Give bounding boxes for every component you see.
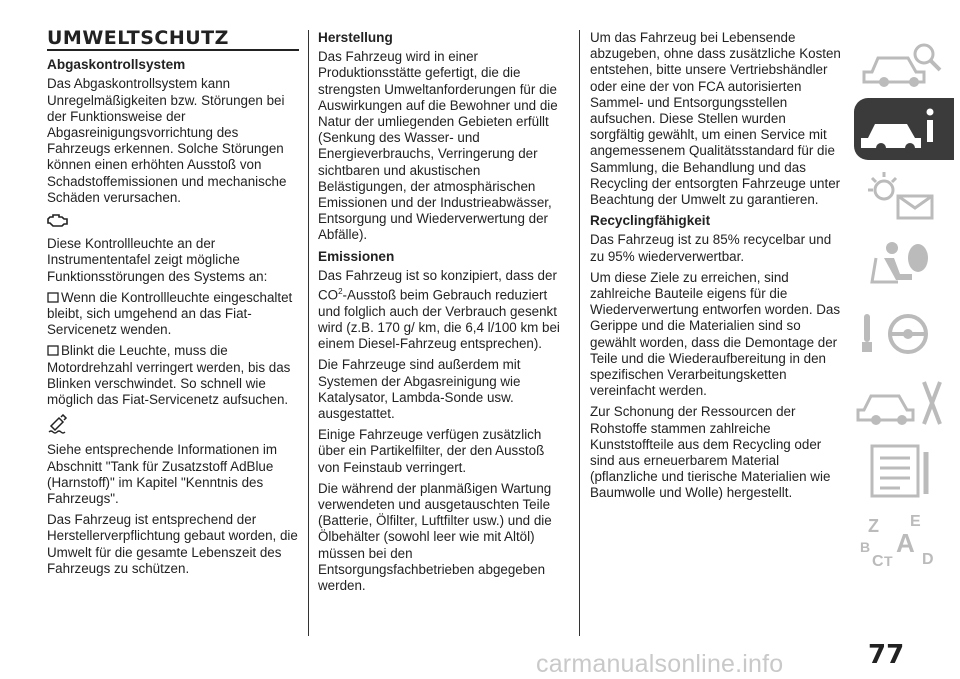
index-letter: T	[884, 553, 893, 569]
bullet-item	[47, 343, 299, 408]
paragraph: Das Fahrzeug wird in einer Produktionsstätte gefertigt, die die strengsten Umweltanforderungen für die Auswirkungen auf die Bewohner und die Natur der umliegenden Gebieten erfüllt (Senkung des Wasser- und Energieverbrauchs, Verringerung der sichtbaren und akustischen Belästigungen, der atmosphärischen Emissionen und der Industrieabwässer, Entsorgung und Wiederverwertung der Abfälle).	[318, 49, 558, 243]
heading-abgaskontrollsystem: Abgaskontrollsystem	[47, 57, 186, 73]
column-2	[318, 30, 566, 599]
tab-airbag-seat[interactable]	[854, 234, 954, 296]
car-info-icon	[854, 98, 954, 160]
tab-key-steering[interactable]	[854, 302, 954, 364]
bullet-text: Blinkt die Leuchte, muss die Motordrehzahl verringert werden, bis das Blinken verschwindet. So schnell wie möglich das Fiat-Servicenetz aufsuchen.	[47, 343, 291, 408]
tab-alphabet-index[interactable]	[854, 508, 954, 570]
paragraph: Das Fahrzeug ist entsprechend der Herstellerverpflichtung gebaut worden, die Umwelt für die gesamte Lebenszeit des Fahrzeugs zu schützen.	[47, 512, 298, 576]
tab-warning-lights[interactable]	[854, 166, 954, 228]
index-letter: D	[922, 551, 934, 568]
bullet-item	[47, 290, 299, 339]
column-divider	[308, 30, 309, 636]
index-letter: C	[872, 553, 884, 570]
heading-herstellung: Herstellung	[318, 30, 393, 45]
paragraph: Diese Kontrollleuchte an der Instrumententafel zeigt mögliche Funktionsstörungen des Systems an:	[47, 236, 268, 284]
paragraph: Einige Fahrzeuge verfügen zusätzlich über ein Partikelfilter, der den Ausstoß von Feinstaub verringert.	[318, 427, 545, 475]
paragraph: Um diese Ziele zu erreichen, sind zahlreiche Bauteile eigens für die Wiederverwertung entworfen worden. Das Gerippe und die Materialien sind so gewählt worden, dass die Demontage der Teile und die Wiederaufbereitung in den spezifischen Verarbeitungsketten vereinfacht werden.	[590, 269, 841, 399]
bullet-text: Wenn die Kontrollleuchte eingeschaltet bleibt, sich umgehend an das Fiat-Servicenetz wenden.	[47, 289, 293, 338]
square-bullet-icon	[47, 291, 59, 302]
index-letter: A	[896, 528, 915, 558]
car-tools-icon	[854, 372, 954, 434]
square-bullet-icon	[47, 344, 59, 355]
paragraph: Das Abgaskontrollsystem kann Unregelmäßigkeiten bzw. Störungen bei der Funktionsweise der Abgasreinigungsvorrichtung des Fahrzeugs erkennen. Solche Störungen können einen erhöhten Ausstoß von Schadstoffemissionen und mechanische Schäden verursachen.	[47, 76, 287, 205]
tab-car-search[interactable]	[854, 32, 954, 94]
tab-car-info[interactable]	[854, 98, 954, 160]
tab-car-tools[interactable]	[854, 372, 954, 434]
text-part: -Ausstoß beim Gebrauch reduziert und folglich auch der Verbrauch gesenkt wird (z.B. 170 g/ km, die 6,4 l/100 km bei einem Diesel-Fahrzeug entsprechen).	[318, 287, 560, 352]
alphabet-index-icon	[854, 508, 954, 570]
column-1	[47, 27, 299, 582]
key-steering-icon	[854, 302, 954, 364]
page-title: UMWELTSCHUTZ	[47, 30, 299, 51]
text-part: Das Fahrzeug ist so konzipiert, dass der CO	[318, 267, 557, 303]
page-number: 77	[868, 640, 905, 670]
airbag-seat-icon	[854, 234, 954, 296]
paragraph: Die während der planmäßigen Wartung verwendeten und ausgetauschten Teile (Batterie, Ölfilter, Luftfilter usw.) und die Ölbehälter (sowohl leer wie mit Altöl) müssen bei den Entsorgungsfachbetrieben abgegeben werden.	[318, 480, 552, 593]
index-letter: Z	[868, 516, 879, 536]
adblue-icon	[47, 414, 299, 438]
paragraph: Siehe entsprechende Informationen im Abschnitt "Tank für Zusatzstoff AdBlue (Harnstoff)" im Kapitel "Kenntnis des Fahrzeugs".	[47, 442, 278, 507]
tab-checklist[interactable]	[854, 440, 954, 502]
warning-lights-icon	[854, 166, 954, 228]
column-divider	[579, 30, 580, 636]
watermark: carmanualsonline.info	[536, 650, 784, 678]
heading-emissionen: Emissionen	[318, 248, 395, 264]
paragraph: Die Fahrzeuge sind außerdem mit Systemen der Abgasreinigung wie Katalysator, Lambda-Sonde usw. ausgestattet.	[318, 357, 521, 421]
index-letter: B	[860, 539, 871, 555]
paragraph: Um das Fahrzeug bei Lebensende abzugeben, ohne dass zusätzliche Kosten entstehen, bitte unsere Vertriebshändler oder eine der von FCA autorisierten Sammel- und Entsorgungsstellen aufsuchen. Diese Stellen wurden sorgfältig gewählt, um einen Service mit angemessenem Qualitätsstandard für die Sammlung, die Behandlung und das Recycling der entsorgten Fahrzeuge unter Beachtung der Umwelt zu garantieren.	[590, 30, 841, 208]
car-search-icon	[854, 32, 954, 94]
column-3	[590, 30, 842, 507]
checklist-icon	[854, 440, 954, 502]
paragraph: Zur Schonung der Ressourcen der Rohstoffe stammen zahlreiche Kunststoffteile aus dem Recycling oder sind aus erneuerbarem Material (pflanzliche und tierische Materialien wie Baumwolle und Wolle) hergestellt.	[590, 404, 831, 501]
engine-warning-icon	[47, 212, 299, 232]
subscript: 2	[338, 287, 343, 297]
index-letter: E	[910, 513, 921, 530]
paragraph	[318, 268, 566, 352]
paragraph: Das Fahrzeug ist zu 85% recycelbar und zu 95% wiederverwertbar.	[590, 232, 832, 264]
heading-recyclingfaehigkeit: Recyclingfähigkeit	[590, 213, 711, 229]
